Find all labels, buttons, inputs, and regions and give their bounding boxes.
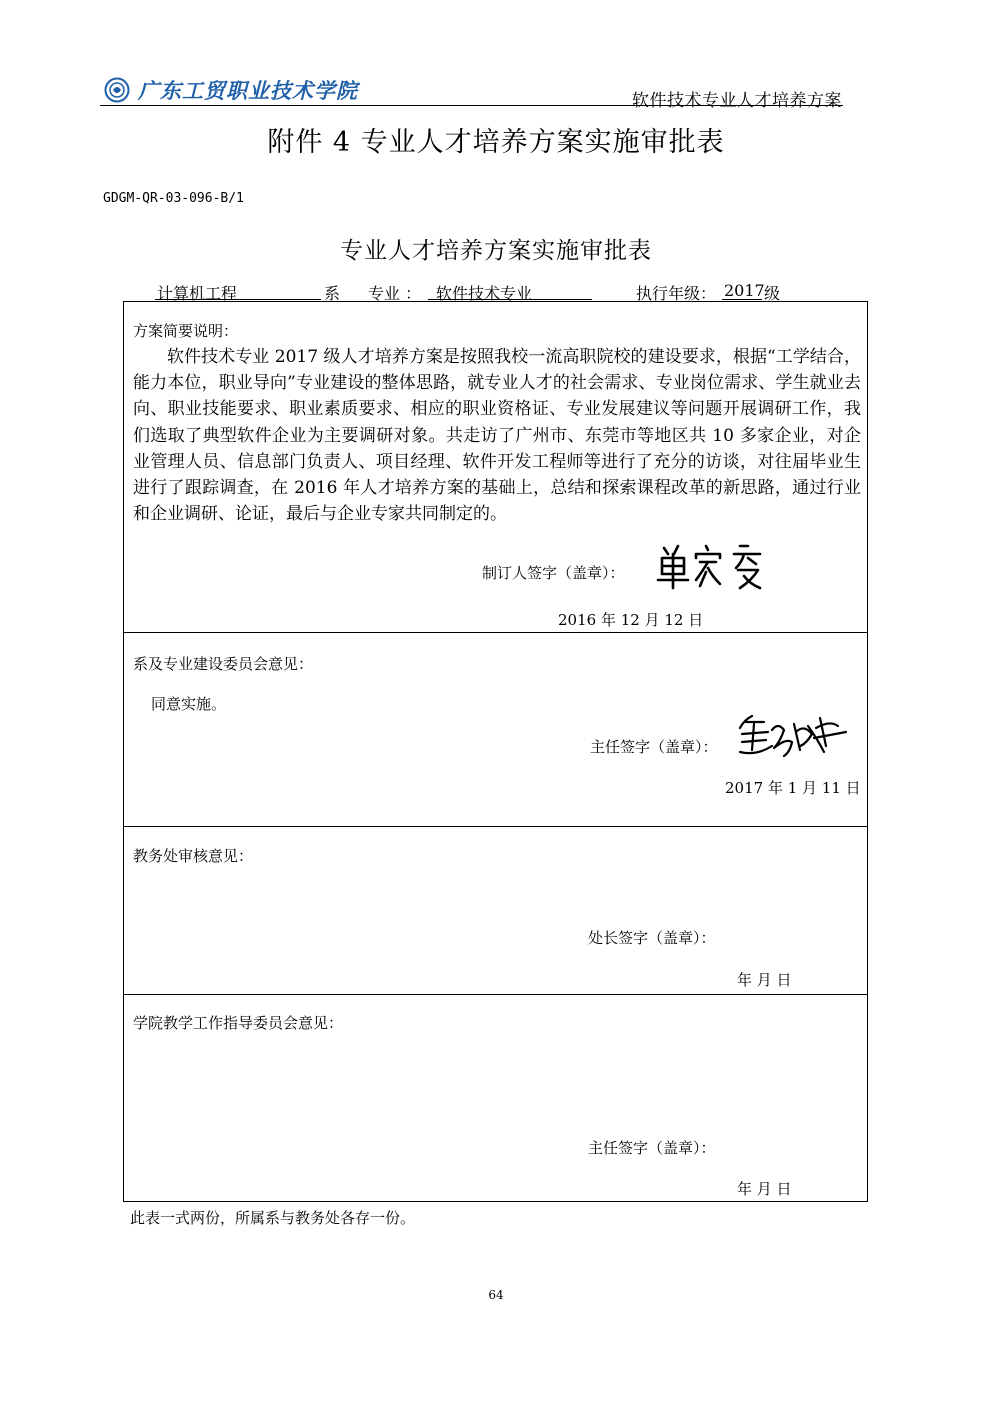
drafter-date: 2016 年 12 月 12 日 xyxy=(558,611,704,629)
main-title: 附件 4 专业人才培养方案实施审批表 xyxy=(267,127,725,158)
drafter-signature xyxy=(656,540,766,592)
grade-value: 2017 xyxy=(724,281,765,300)
school-name: 广东工贸职业技术学院 xyxy=(138,78,358,103)
teaching-committee-label: 学院教学工作指导委员会意见： xyxy=(133,1014,344,1032)
director-date: 2017 年 1 月 11 日 xyxy=(725,779,861,797)
header-title: 软件技术专业人才培养方案 xyxy=(632,91,842,111)
director-signature-label: 主任签字（盖章）： xyxy=(590,738,718,756)
row-divider-1 xyxy=(123,632,868,633)
academic-affairs-label: 教务处审核意见： xyxy=(133,847,254,865)
row-divider-3 xyxy=(123,994,868,995)
major-value: 软件技术专业 xyxy=(436,284,533,303)
summary-paragraph: 软件技术专业 2017 级人才培养方案是按照我校一流高职院校的建设要求，根据“工学结合，能力本位，职业导向”专业建设的整体思路，就专业人才的社会需求、专业岗位需求、学生就业去向、职业技能要求、职业素质要求、相应的职业资格证、专业发展建议等问题开展调研工作，我们选取了典型软件企业为主要调研对象。共走访了广州市、东莞市等地区共 10 多家企业，对企业管理人员、信息部门负责人、项目经理、软件开发工程师等进行了充分的访谈，对往届毕业生进行了跟踪调查，在 2016 年人才培养方案的基础上，总结和探索课程改革的新思路，通过行业和企业调研、论证，最后与企业专家共同制定的。 xyxy=(133,347,861,525)
committee-director-date: 年 月 日 xyxy=(737,1180,792,1198)
header-divider xyxy=(100,105,843,106)
school-logo xyxy=(104,74,358,106)
page-number: 64 xyxy=(488,1288,504,1302)
footnote: 此表一式两份，所属系与教务处各存一份。 xyxy=(130,1209,416,1227)
committee-director-signature-label: 主任签字（盖章）： xyxy=(588,1139,716,1157)
drafter-signature-label: 制订人签字（盖章）： xyxy=(482,564,625,582)
summary-text xyxy=(133,344,861,527)
director-signature xyxy=(738,712,850,762)
grade-label: 执行年级： xyxy=(636,284,717,303)
document-code: GDGM-QR-03-096-B/1 xyxy=(103,191,244,206)
major-label: 专业 ： xyxy=(368,284,422,303)
grade-suffix: 级 xyxy=(764,284,781,303)
major-underline xyxy=(428,299,592,300)
department-value: 计算机工程 xyxy=(157,284,238,303)
department-suffix: 系 xyxy=(324,284,341,303)
school-emblem-icon xyxy=(104,77,130,103)
office-head-date: 年 月 日 xyxy=(737,971,792,989)
dept-committee-opinion: 同意实施。 xyxy=(151,695,227,713)
grade-underline xyxy=(722,299,762,300)
row-divider-2 xyxy=(123,826,868,827)
summary-label: 方案简要说明： xyxy=(133,322,239,340)
dept-committee-label: 系及专业建设委员会意见： xyxy=(133,655,314,673)
office-head-signature-label: 处长签字（盖章）： xyxy=(588,929,716,947)
department-underline xyxy=(155,299,321,300)
form-title: 专业人才培养方案实施审批表 xyxy=(340,238,652,264)
